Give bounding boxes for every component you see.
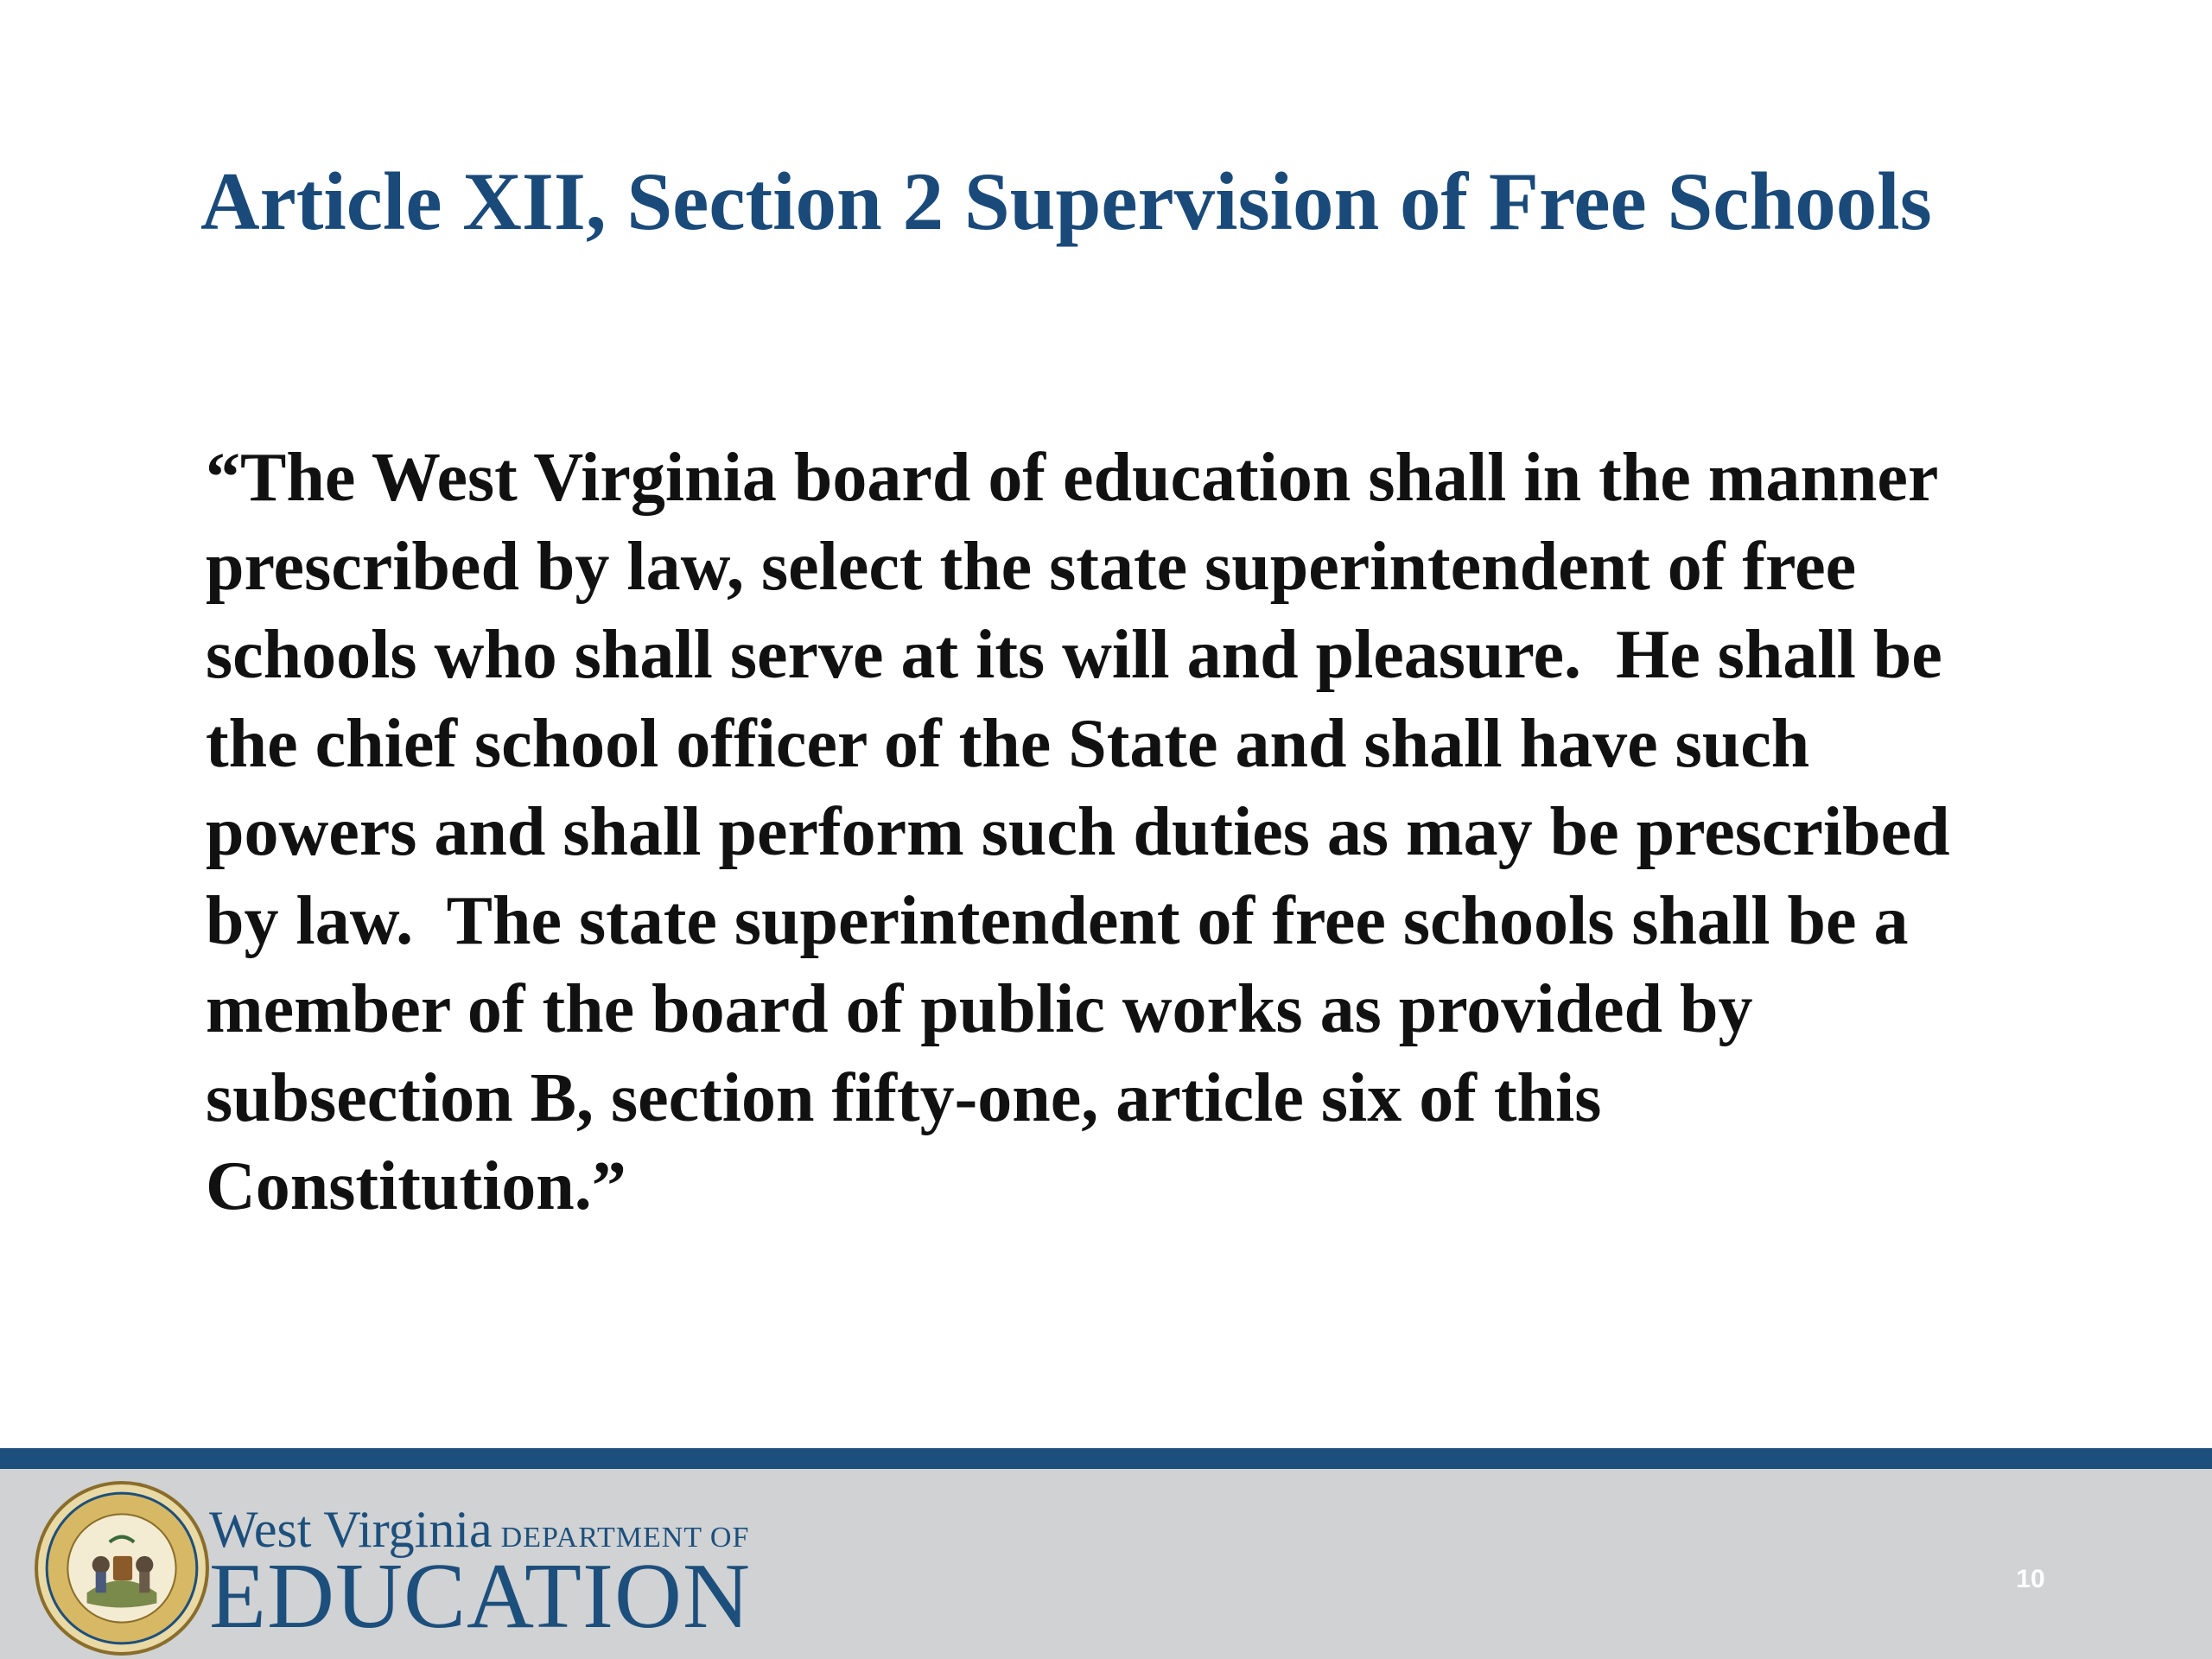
footer-stripe [0, 1448, 2212, 1469]
state-seal-icon [35, 1481, 209, 1656]
slide-title: Article XII, Section 2 Supervision of Free Schools [200, 156, 1932, 247]
page-number: 10 [2016, 1565, 2045, 1593]
logo-state-name: West Virginia [209, 1501, 493, 1558]
quote-line: Constitution.” [206, 1148, 626, 1224]
quote-line: prescribed by law, select the state superintendent of free [206, 528, 1857, 605]
slide-footer [0, 1448, 2212, 1659]
quote-line: schools who shall serve at its will and pleasure. He shall be [206, 617, 1942, 693]
quote-line: powers and shall perform such duties as may be prescribed [206, 794, 1950, 870]
quote-line: subsection B, section fifty-one, article six of this [206, 1059, 1602, 1136]
quote-body [206, 434, 2089, 1231]
quote-line: by law. The state superintendent of free schools shall be a [206, 882, 1909, 959]
quote-line: “The West Virginia board of education shall in the manner [206, 440, 1939, 516]
logo-department-label: DEPARTMENT OF [500, 1522, 750, 1554]
quote-line: member of the board of public works as provided by [206, 971, 1753, 1047]
logo-education: EDUCATION [209, 1545, 751, 1648]
quote-line: the chief school officer of the State and shall have such [206, 705, 1810, 782]
